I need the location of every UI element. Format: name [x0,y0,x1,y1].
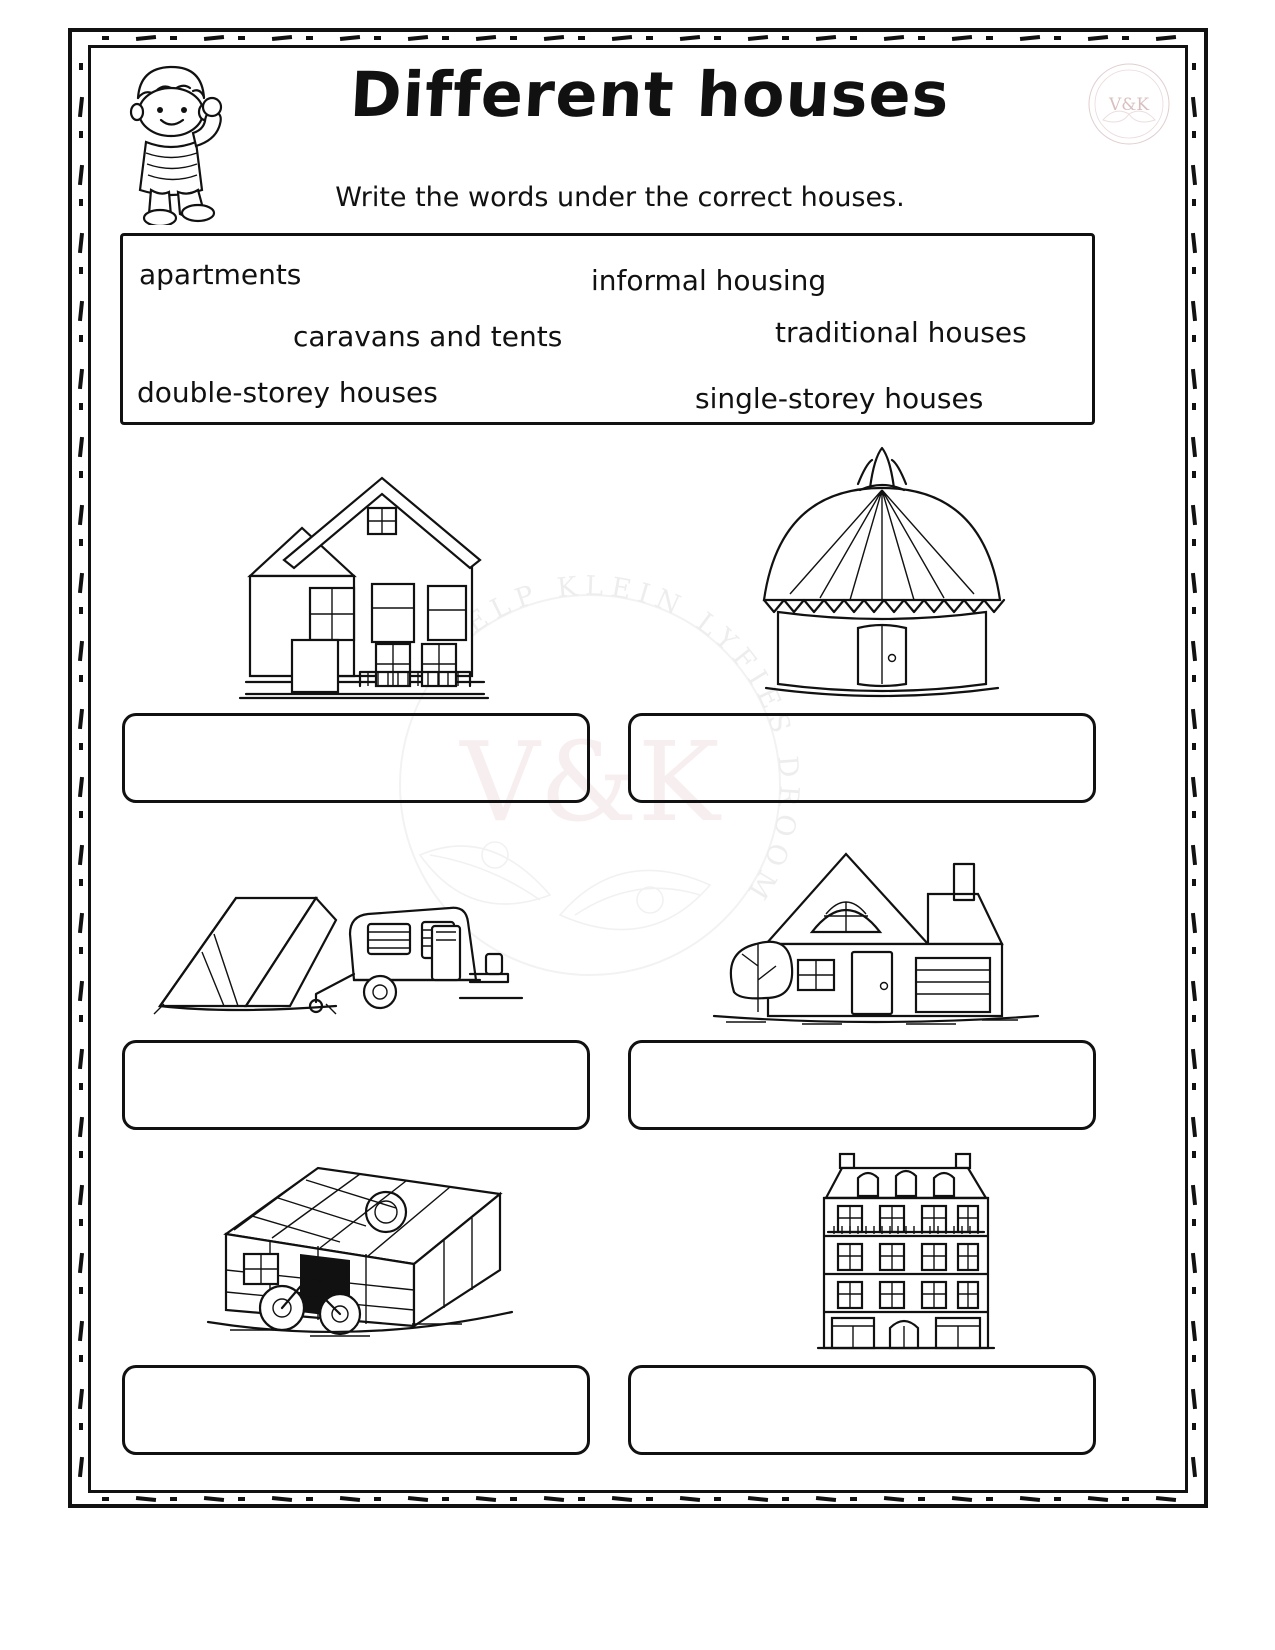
stitch-mark [1192,811,1196,818]
stitch-mark [782,36,789,40]
brand-logo-stamp [1083,58,1175,150]
stitch-mark [1192,403,1196,410]
stitch-mark [79,675,83,682]
stitch-mark [1192,743,1196,750]
stitch-mark [79,1355,83,1362]
page-title: Different houses [348,58,952,131]
stitch-mark [1192,471,1196,478]
stitch-mark [850,36,857,40]
stitch-mark [79,267,83,274]
answer-box[interactable] [122,713,590,803]
informal-shack-illustration [200,1150,520,1340]
stitch-mark [442,36,449,40]
stitch-mark [170,36,177,40]
answer-box[interactable] [122,1365,590,1455]
stitch-mark [79,131,83,138]
stitch-mark [79,471,83,478]
answer-box[interactable] [628,713,1096,803]
stitch-mark [79,403,83,410]
stitch-mark [79,1083,83,1090]
stitch-mark [1122,36,1129,40]
instruction-text: Write the words under the correct houses. [335,182,905,213]
watermark-text: ELP KLEIN LYFIES DROOM [460,570,805,911]
stitch-mark [1192,1015,1196,1022]
stitch-mark [306,36,313,40]
stitch-mark [442,1497,449,1501]
stitch-mark [238,36,245,40]
stitch-mark [850,1497,857,1501]
apartment-building-illustration [806,1140,1006,1360]
stitch-mark [306,1497,313,1501]
stitch-mark [1054,36,1061,40]
word-bank-item[interactable]: informal housing [591,264,827,297]
logo-text: V&K [1108,95,1150,115]
word-bank-item[interactable]: double-storey houses [137,376,438,409]
stitch-mark [1192,1287,1196,1294]
stitch-mark [1192,1423,1196,1430]
stitch-mark [79,879,83,886]
stitch-mark [79,743,83,750]
word-bank-item[interactable]: apartments [139,258,302,291]
watermark-monogram: V&K [460,718,720,846]
word-bank-item[interactable]: traditional houses [775,316,1027,349]
stitch-mark [79,607,83,614]
stitch-mark [1122,1497,1129,1501]
stitch-mark [1192,131,1196,138]
stitch-mark [646,1497,653,1501]
stitch-mark [578,36,585,40]
stitch-mark [1054,1497,1061,1501]
stitch-mark [79,1423,83,1430]
stitch-mark [79,1151,83,1158]
stitch-mark [510,1497,517,1501]
stitch-mark [646,36,653,40]
stitch-mark [1192,63,1196,70]
stitch-mark [79,1287,83,1294]
stitch-mark [510,36,517,40]
stitch-mark [238,1497,245,1501]
single-storey-house-illustration [706,840,1046,1040]
word-bank-item[interactable]: caravans and tents [293,320,563,353]
stitch-mark [170,1497,177,1501]
tent-and-caravan-illustration [140,868,580,1028]
answer-box[interactable] [628,1040,1096,1130]
stitch-mark [1192,947,1196,954]
stitch-mark [1192,335,1196,342]
stitch-mark [714,36,721,40]
stitch-mark [1192,607,1196,614]
stitch-mark [578,1497,585,1501]
stitch-mark [782,1497,789,1501]
stitch-mark [986,1497,993,1501]
answer-box[interactable] [628,1365,1096,1455]
stitch-mark [79,63,83,70]
stitch-mark [1192,199,1196,206]
stitch-mark [79,199,83,206]
stitch-mark [102,1497,109,1501]
stitch-mark [374,36,381,40]
stitch-mark [1192,879,1196,886]
stitch-mark [79,1015,83,1022]
stitch-mark [714,1497,721,1501]
stitch-mark [79,1219,83,1226]
stitch-mark [79,811,83,818]
traditional-round-hut-illustration [742,432,1022,702]
word-bank-item[interactable]: single-storey houses [695,382,984,415]
stitch-mark [986,36,993,40]
stitch-mark [1192,1083,1196,1090]
word-bank [120,233,1095,425]
stitch-mark [1192,1151,1196,1158]
double-storey-house-illustration [232,436,522,706]
stitch-mark [374,1497,381,1501]
stitch-mark [918,36,925,40]
stitch-mark [79,947,83,954]
stitch-mark [1192,267,1196,274]
stitch-mark [1192,1219,1196,1226]
answer-box[interactable] [122,1040,590,1130]
stitch-mark [102,36,109,40]
stitch-mark [1192,539,1196,546]
stitch-mark [1192,1355,1196,1362]
stitch-mark [79,539,83,546]
stitch-mark [79,335,83,342]
stitch-mark [1192,675,1196,682]
stitch-mark [918,1497,925,1501]
